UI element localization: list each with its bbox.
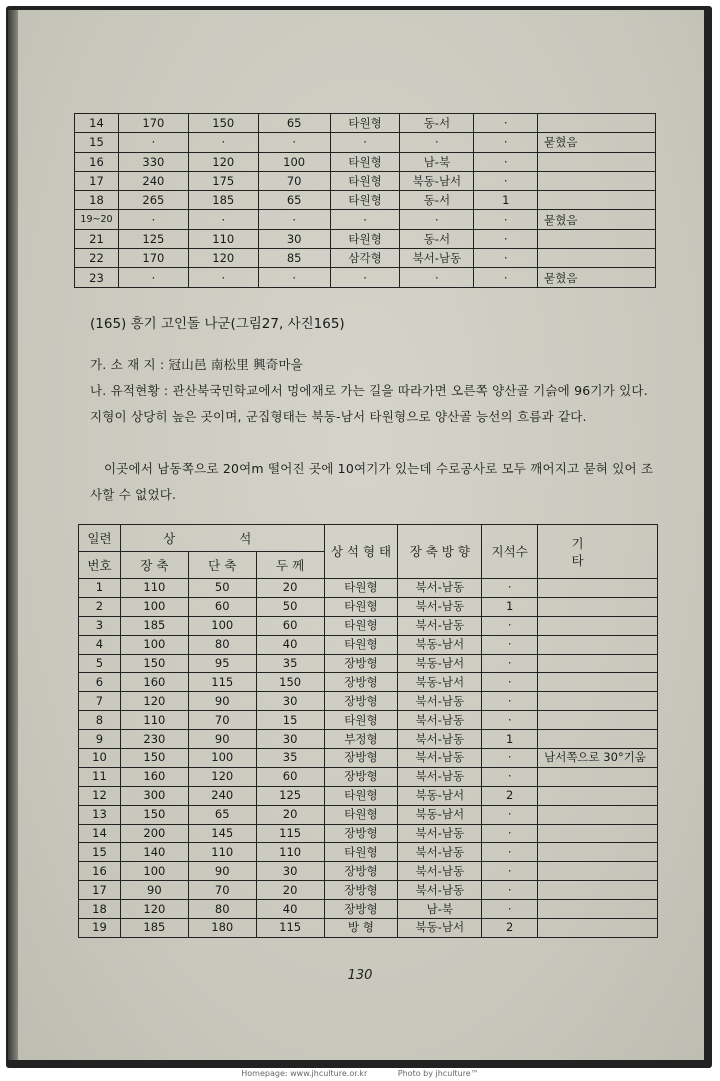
table-cell: 160 [120,673,188,692]
table-cell: 타원형 [330,171,400,190]
table-cell: 90 [120,881,188,900]
table-cell: 7 [79,692,121,711]
table-cell: 60 [256,616,324,635]
photo-footer [0,1066,720,1081]
table-cell: · [474,268,538,287]
table-cell: 북서-남동 [398,881,482,900]
table-cell: · [188,268,258,287]
table-cell: 타원형 [330,152,400,171]
table-cell: 145 [188,824,256,843]
table-cell: · [188,133,258,152]
table-cell: 22 [75,249,119,268]
table-cell [538,805,658,824]
table-cell: 80 [188,900,256,919]
table-row [79,862,658,881]
table-cell: · [482,843,538,862]
table-cell: 30 [256,692,324,711]
table-cell: · [482,767,538,786]
table-cell: 125 [256,786,324,805]
header-length: 장 축 [120,552,188,579]
table-row [75,171,656,190]
table-cell: 북동-남서 [398,635,482,654]
table-cell: 110 [256,843,324,862]
table-cell: 150 [120,749,188,768]
table-cell: 북서-남동 [398,711,482,730]
table-row [79,786,658,805]
table-cell [538,843,658,862]
table-cell: · [474,249,538,268]
table-cell: 17 [75,171,119,190]
table-cell: · [400,133,474,152]
table-cell: 170 [118,249,188,268]
table-cell: 20 [256,579,324,598]
table-cell: 북동-남서 [398,805,482,824]
table-cell: 18 [79,900,121,919]
table-row [75,133,656,152]
table-row [79,805,658,824]
site-status-paragraph: 나. 유적현황 : 관산북국민학교에서 멍에재로 가는 길을 따라가면 오른쪽 양산골 기슭에 96기가 있다. 지형이 상당히 높은 곳이며, 군집형태는 북동-남서 타원형으로 양산골 능선의 흐름과 같다. [90,383,648,424]
table-cell: 100 [188,749,256,768]
table-cell: 북동-남서 [398,654,482,673]
table-cell: · [474,210,538,229]
table-cell: 5 [79,654,121,673]
table-cell: 110 [120,579,188,598]
table-cell: 동-서 [400,191,474,210]
table-cell: 150 [256,673,324,692]
table-cell: 120 [188,767,256,786]
table-cell: 북동-남서 [400,171,474,190]
table-cell: · [400,210,474,229]
table-cell: 13 [79,805,121,824]
table-cell: · [482,579,538,598]
table-cell [538,249,656,268]
table-cell: 북서-남동 [398,862,482,881]
table-cell: 8 [79,711,121,730]
table-cell: 115 [188,673,256,692]
page-edge-shadow [8,10,18,1060]
page-number: 130 [347,968,373,983]
table-cell: 200 [120,824,188,843]
table-cell: 타원형 [324,843,398,862]
table-cell: 160 [120,767,188,786]
table-row [75,114,656,133]
table-cell: 120 [120,900,188,919]
table-cell: · [330,210,400,229]
table-cell: 타원형 [324,579,398,598]
table-cell [538,152,656,171]
survey-table-continued [74,113,656,288]
table-cell: · [482,862,538,881]
table-cell [538,191,656,210]
table-cell: 19~20 [75,210,119,229]
table-cell: 장방형 [324,900,398,919]
table-cell: 65 [188,805,256,824]
table-cell [538,881,658,900]
table-row [79,919,658,938]
table-cell [538,862,658,881]
table-cell: 북서-남동 [398,843,482,862]
table-cell: 30 [258,229,330,248]
table-cell: 40 [256,635,324,654]
table-cell: 100 [188,616,256,635]
table-cell: 삼각형 [330,249,400,268]
table-cell: 185 [120,616,188,635]
table-cell: 150 [120,654,188,673]
table-cell: 타원형 [324,711,398,730]
table-cell: 11 [79,767,121,786]
table-cell: 장방형 [324,881,398,900]
table-cell: 장방형 [324,862,398,881]
table-cell: 90 [188,862,256,881]
table-cell: 북동-남서 [398,786,482,805]
header-thickness: 두 께 [256,552,324,579]
note-paragraph: 이곳에서 남동쪽으로 20여m 떨어진 곳에 10여기가 있는데 수로공사로 모두 깨어지고 묻혀 있어 조사할 수 없었다. [90,461,654,502]
table-cell: 장방형 [324,692,398,711]
table-cell [538,692,658,711]
location-line: 가. 소 재 지 : 冠山邑 南松里 興奇마을 [90,357,304,372]
table-cell: · [482,673,538,692]
table-row [79,654,658,673]
table-cell: 16 [79,862,121,881]
table-cell: 북동-남서 [398,673,482,692]
table-cell: · [474,152,538,171]
table-cell: 50 [256,597,324,616]
table-cell [538,635,658,654]
table-cell: 115 [256,919,324,938]
table-cell [538,711,658,730]
table-row [79,843,658,862]
table-cell: · [118,268,188,287]
table-cell: 타원형 [324,597,398,616]
table-row [79,616,658,635]
table-cell: 15 [79,843,121,862]
table-cell: 240 [188,786,256,805]
table-row [79,635,658,654]
table-cell: · [474,133,538,152]
table-cell: 50 [188,579,256,598]
table-cell: 23 [75,268,119,287]
table-cell: 동-서 [400,114,474,133]
table-cell: · [474,171,538,190]
table-cell: 70 [188,711,256,730]
table-cell: 120 [188,249,258,268]
table-cell: 140 [120,843,188,862]
table-cell: · [482,805,538,824]
table-cell: 북서-남동 [398,824,482,843]
table-row [79,579,658,598]
table-cell: 14 [79,824,121,843]
header-serial-top: 일련 [79,525,121,552]
table-cell: 1 [474,191,538,210]
table-cell: · [258,210,330,229]
table-cell: 110 [188,843,256,862]
table-cell [538,900,658,919]
table-cell: · [118,210,188,229]
table-cell: · [258,268,330,287]
table-cell: · [330,133,400,152]
table-cell: 남-북 [398,900,482,919]
table-cell [538,824,658,843]
table-cell: 묻혔음 [538,133,656,152]
table-cell: 10 [79,749,121,768]
table-cell: 40 [256,900,324,919]
table-cell: 2 [482,786,538,805]
table-cell: 타원형 [324,635,398,654]
table-cell: 185 [188,191,258,210]
header-remarks: 기 타 [538,525,658,579]
table-cell: 동-서 [400,229,474,248]
table-row [79,881,658,900]
table-cell: 2 [79,597,121,616]
table-row [79,597,658,616]
table-cell: 장방형 [324,654,398,673]
table-cell: 65 [258,114,330,133]
table-cell: 북서-남동 [398,692,482,711]
table-cell: 타원형 [330,191,400,210]
table-row [79,730,658,749]
table-cell: 6 [79,673,121,692]
table-cell: 60 [188,597,256,616]
table-cell: 타원형 [330,114,400,133]
table-cell: 180 [188,919,256,938]
table-cell: · [330,268,400,287]
section-heading: (165) 흥기 고인돌 나군(그림27, 사진165) [90,316,345,332]
table-cell [538,767,658,786]
table-cell: 타원형 [330,229,400,248]
table-cell: 100 [120,597,188,616]
table-cell: · [474,229,538,248]
table-cell: 2 [482,919,538,938]
table-cell: 150 [120,805,188,824]
table-cell: 북서-남동 [398,579,482,598]
table-row [79,767,658,786]
table-cell: · [482,654,538,673]
table-cell: · [482,881,538,900]
header-capstone: 상 석 [120,525,324,552]
table-row [75,268,656,287]
footer-photo-credit: Photo by jhculture™ [397,1069,479,1078]
table-cell: 방 형 [324,919,398,938]
table-cell: 95 [188,654,256,673]
table-row [79,824,658,843]
table-cell [538,579,658,598]
table-cell: 장방형 [324,767,398,786]
table-cell: 북서-남동 [398,597,482,616]
table-cell: 북서-남동 [400,249,474,268]
table-row [75,210,656,229]
header-supports: 지석수 [482,525,538,579]
table-cell: · [482,616,538,635]
table-cell: · [482,711,538,730]
table-cell: · [482,749,538,768]
table-cell: 장방형 [324,749,398,768]
table-cell: 부정형 [324,730,398,749]
table-cell: 110 [120,711,188,730]
table-cell: 30 [256,862,324,881]
table-row [79,749,658,768]
table-cell: 장방형 [324,824,398,843]
table-cell: 북서-남동 [398,730,482,749]
table-cell: 35 [256,749,324,768]
table-cell [538,229,656,248]
table-row [79,673,658,692]
table-cell: 60 [256,767,324,786]
table-cell: · [188,210,258,229]
table-row [75,249,656,268]
table-cell: · [482,900,538,919]
table-cell: 15 [256,711,324,730]
table-cell: 북서-남동 [398,749,482,768]
table-cell: 남-북 [400,152,474,171]
table-cell: 240 [118,171,188,190]
table-cell: 85 [258,249,330,268]
table-cell: 16 [75,152,119,171]
dolmen-survey-table [78,524,658,938]
header-serial-bottom: 번호 [79,552,121,579]
table-cell: 70 [258,171,330,190]
table-row [79,711,658,730]
table-cell [538,786,658,805]
table-cell: · [482,824,538,843]
table-cell: 100 [258,152,330,171]
table-cell: 120 [120,692,188,711]
table-cell: 170 [118,114,188,133]
table-cell: 14 [75,114,119,133]
table-cell: 175 [188,171,258,190]
table-cell: 3 [79,616,121,635]
table-cell: · [258,133,330,152]
table-cell: 타원형 [324,616,398,635]
table-cell: 20 [256,881,324,900]
table-cell [538,597,658,616]
table-row [75,229,656,248]
table-cell [538,730,658,749]
table-cell: 9 [79,730,121,749]
table-cell: 18 [75,191,119,210]
table-cell: 북서-남동 [398,767,482,786]
table-cell: · [482,692,538,711]
table-row [79,692,658,711]
table-cell: 125 [118,229,188,248]
table-cell: · [118,133,188,152]
table-cell: 110 [188,229,258,248]
table-cell: 35 [256,654,324,673]
table-cell: 1 [482,730,538,749]
table-cell: 19 [79,919,121,938]
table-cell: 70 [188,881,256,900]
table-cell: 120 [188,152,258,171]
table-cell: 타원형 [324,786,398,805]
table-cell: 북동-남서 [398,919,482,938]
table-row [75,152,656,171]
table-cell: 100 [120,862,188,881]
table-cell: 30 [256,730,324,749]
table-cell: 20 [256,805,324,824]
table-cell [538,673,658,692]
table-cell: 12 [79,786,121,805]
header-shape: 상 석 형 태 [324,525,398,579]
table-cell: 150 [188,114,258,133]
table-cell: 1 [482,597,538,616]
table-cell: · [482,635,538,654]
table-cell: · [474,114,538,133]
table-cell: 330 [118,152,188,171]
table-cell: 15 [75,133,119,152]
table-cell: 장방형 [324,673,398,692]
table-cell: 묻혔음 [538,268,656,287]
table-cell: 65 [258,191,330,210]
table-cell: 265 [118,191,188,210]
table-cell: 185 [120,919,188,938]
table-cell [538,654,658,673]
table-cell: 4 [79,635,121,654]
table-cell [538,616,658,635]
header-width: 단 축 [188,552,256,579]
table-cell: 90 [188,730,256,749]
table-row [75,191,656,210]
table-cell: · [400,268,474,287]
table-cell: 80 [188,635,256,654]
table-cell [538,114,656,133]
table-cell: 타원형 [324,805,398,824]
table-cell [538,171,656,190]
table-cell: 90 [188,692,256,711]
table-cell: 21 [75,229,119,248]
table-cell: 북서-남동 [398,616,482,635]
table-cell: 남서쪽으로 30°기움 [538,749,658,768]
table-cell [538,919,658,938]
table-cell: 17 [79,881,121,900]
table-row [79,900,658,919]
table-cell: 1 [79,579,121,598]
table-cell: 300 [120,786,188,805]
footer-homepage: Homepage: www.jhculture.or.kr [241,1069,368,1078]
header-orientation: 장 축 방 향 [398,525,482,579]
table-cell: 230 [120,730,188,749]
table-cell: 묻혔음 [538,210,656,229]
table-cell: 100 [120,635,188,654]
table-cell: 115 [256,824,324,843]
